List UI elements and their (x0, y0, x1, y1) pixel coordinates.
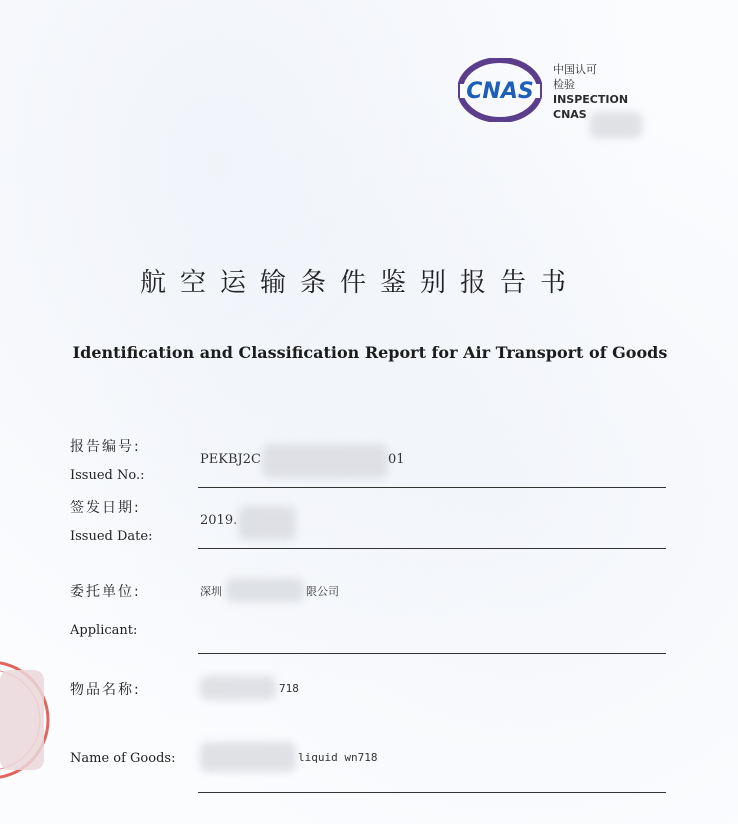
report-title-en: Identification and Classification Report for Air Transport of Goods (72, 343, 668, 362)
goods-name-cn-value-suffix: 718 (279, 682, 299, 695)
redaction-blur (200, 742, 296, 772)
issued-no-underline (198, 487, 666, 488)
goods-name-en-value-suffix: liquid wn718 (298, 751, 378, 764)
cnas-line-3: INSPECTION (553, 93, 629, 106)
redaction-blur (200, 676, 276, 700)
goods-name-underline (198, 792, 666, 793)
report-title-cn: 航空运输条件鉴别报告书 (139, 268, 580, 298)
cnas-line-4: CNAS (553, 108, 587, 121)
redaction-blur (262, 444, 388, 478)
issued-no-value-suffix: 01 (388, 452, 405, 467)
issued-date-underline (198, 548, 666, 549)
redaction-blur (590, 112, 642, 138)
issued-no-label-en: Issued No.: (70, 468, 145, 483)
issued-no-value-prefix: PEKBJ2C (200, 452, 261, 467)
issued-no-label-cn: 报告编号: (70, 439, 141, 455)
applicant-value-prefix: 深圳 (200, 585, 222, 598)
cnas-logo-mark: CNAS (466, 79, 534, 104)
issued-date-value-prefix: 2019. (200, 513, 238, 528)
redaction-blur (238, 506, 296, 540)
redaction-blur (226, 578, 304, 602)
red-stamp (0, 650, 54, 790)
applicant-value-suffix: 限公司 (306, 585, 339, 598)
applicant-label-cn: 委托单位: (70, 584, 141, 600)
issued-date-label-en: Issued Date: (70, 529, 153, 544)
issued-date-label-cn: 签发日期: (70, 500, 141, 516)
applicant-label-en: Applicant: (70, 623, 138, 638)
applicant-underline (198, 653, 666, 654)
cnas-line-1: 中国认可 (553, 63, 597, 76)
cnas-logo-icon (458, 58, 542, 122)
cnas-line-2: 检验 (553, 78, 575, 91)
goods-name-label-en: Name of Goods: (70, 751, 176, 766)
goods-name-label-cn: 物品名称: (70, 682, 141, 698)
